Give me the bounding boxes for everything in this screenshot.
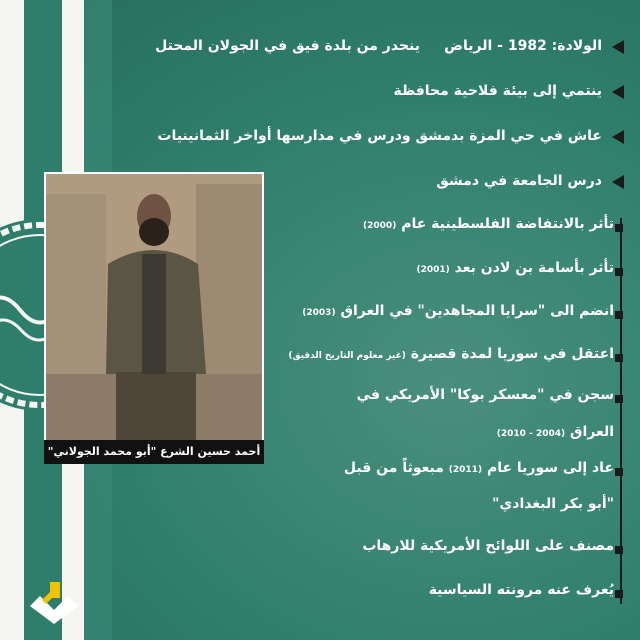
fact-return-line2: "أبو بكر البغدادي" bbox=[492, 496, 614, 512]
square-bullet-icon bbox=[615, 311, 623, 319]
fact-return: عاد إلى سوريا عام (2011) مبعوثاً من قبل bbox=[343, 460, 614, 476]
fact-intifada: تأثر بالانتفاضة الفلسطينية عام (2000) bbox=[363, 216, 614, 232]
fact-terror-list: مصنف على اللوائح الأمريكية للارهاب bbox=[362, 538, 614, 554]
fact-saraya: انضم الى "سرايا المجاهدين" في العراق (2003) bbox=[302, 303, 614, 319]
photo-caption: أحمد حسين الشرع "أبو محمد الجولاني" bbox=[44, 440, 264, 464]
fact-origin: ينحدر من بلدة فيق في الجولان المحتل bbox=[155, 38, 420, 54]
square-bullet-icon bbox=[615, 468, 623, 476]
triangle-bullet-icon bbox=[612, 175, 624, 189]
fact-bucca: سجن في "معسكر بوكا" الأمريكي في bbox=[356, 387, 614, 403]
portrait-photo bbox=[44, 172, 264, 464]
fact-birth: الولادة: 1982 - الرياض bbox=[444, 38, 602, 54]
triangle-bullet-icon bbox=[612, 85, 624, 99]
square-bullet-icon bbox=[615, 590, 623, 598]
square-bullet-icon bbox=[615, 354, 623, 362]
fact-bucca-line2: العراق (2004 - 2010) bbox=[496, 424, 614, 440]
fact-university: درس الجامعة في دمشق bbox=[436, 173, 602, 189]
square-bullet-icon bbox=[615, 268, 623, 276]
triangle-bullet-icon bbox=[612, 130, 624, 144]
square-bullet-icon bbox=[615, 546, 623, 554]
square-bullet-icon bbox=[615, 224, 623, 232]
triangle-bullet-icon bbox=[612, 40, 624, 54]
fact-childhood: عاش في حي المزة بدمشق ودرس في مدارسها أواخر الثمانينيات bbox=[157, 128, 602, 144]
channel-logo-icon bbox=[26, 578, 82, 626]
fact-environment: ينتمي إلى بيئة فلاحية محافظة bbox=[393, 83, 602, 99]
fact-flexibility: يُعرف عنه مرونته السياسية bbox=[428, 582, 614, 598]
fact-arrest: اعتقل في سوريا لمدة قصيرة (غير معلوم التاريخ الدقيق) bbox=[288, 346, 614, 362]
square-bullet-icon bbox=[615, 395, 623, 403]
fact-bin-laden: تأثر بأسامة بن لادن بعد (2001) bbox=[416, 260, 614, 276]
